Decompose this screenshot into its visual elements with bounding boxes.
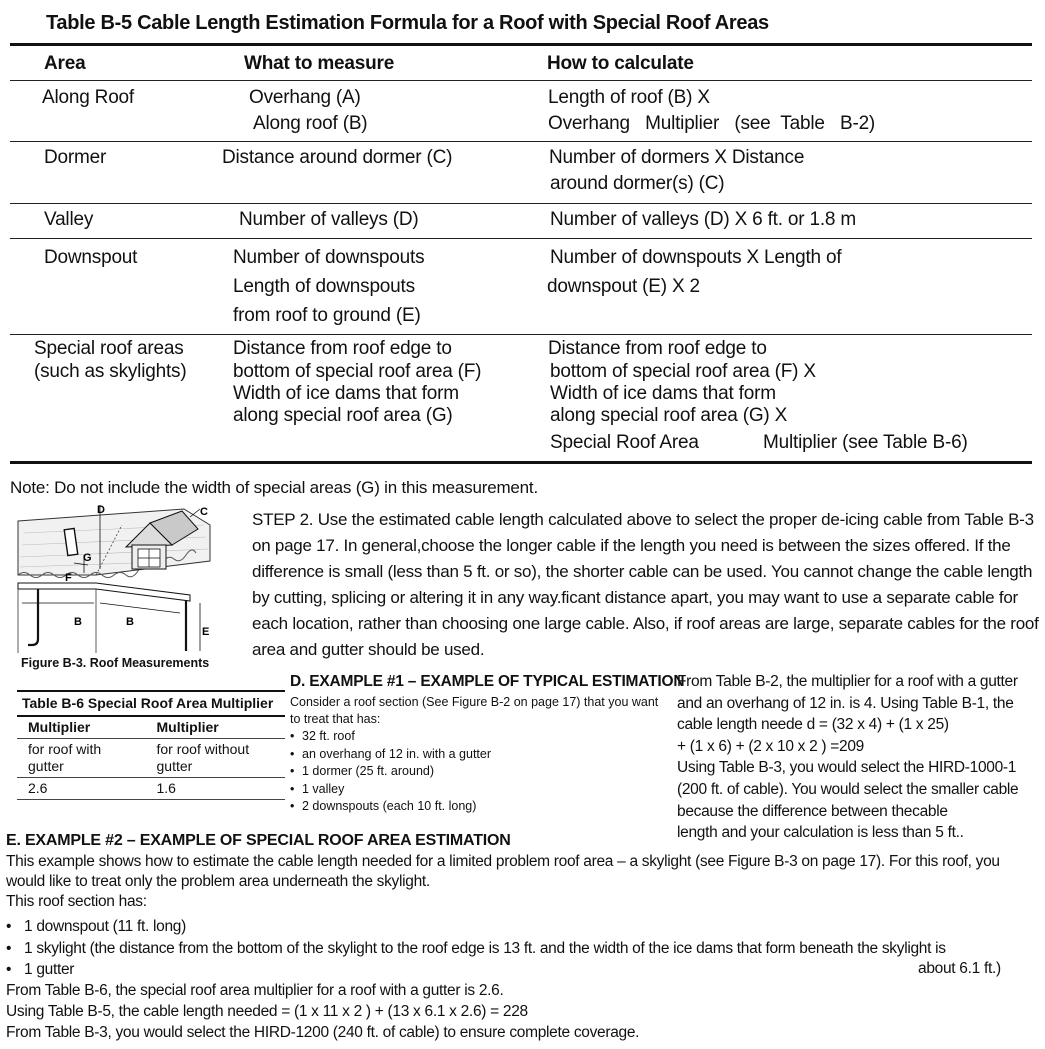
table-b5-cell: Distance around dormer (C) [222, 147, 453, 168]
table-b5-top-rule [10, 43, 1032, 46]
table-b5-cell: Width of ice dams that form [550, 383, 776, 404]
table-b5-bottom-rule [10, 461, 1032, 464]
table-b6-cell [17, 739, 157, 777]
table-b5-cell: around dormer(s) (C) [550, 173, 725, 194]
example1-list [290, 728, 491, 816]
example2-body [6, 852, 1036, 911]
figure-label-b: B [74, 616, 82, 628]
table-b5-row-rule [10, 141, 1032, 142]
table-b5-row-rule [10, 238, 1032, 239]
list-item: • 1 dormer (25 ft. around) [290, 763, 491, 781]
table-b6-cell-line: for roof with [28, 741, 102, 757]
table-b5-cell: Multiplier (see Table B-6) [763, 432, 968, 453]
figure-label-b: B [126, 616, 134, 628]
table-b5-row-rule [10, 334, 1032, 335]
table-b5-cell: Width of ice dams that form [233, 383, 459, 404]
example2-has: This roof section has: [6, 892, 147, 910]
list-item: • 1 downspout (11 ft. long) [6, 916, 1036, 938]
table-b5-cell: Length of roof (B) X [548, 87, 710, 108]
table-b5-cell: from roof to ground (E) [233, 305, 421, 326]
table-b5-cell: Along roof (B) [253, 113, 368, 134]
example2-conclusion [6, 980, 1036, 1043]
list-item: • an overhang of 12 in. with a gutter [290, 746, 491, 764]
table-b6 [17, 690, 285, 800]
table-b5-cell: Distance from roof edge to [548, 338, 767, 359]
table-b5-row-rule [10, 203, 1032, 204]
table-b5-cell: bottom of special roof area (F) [233, 361, 482, 382]
figure-label-c: C [200, 506, 208, 518]
note-text: Note: Do not include the width of special areas (G) in this measurement. [10, 478, 538, 497]
example1-intro: Consider a roof section (See Figure B-2 on page 17) that you want to treat that has: [290, 695, 659, 726]
table-b5-cell: Special Roof Area [550, 432, 699, 453]
example2-line: From Table B-3, you would select the HIRD-1200 (240 ft. of cable) to ensure complete coverage. [6, 1024, 640, 1041]
figure-caption: Figure B-3. Roof Measurements [21, 656, 210, 670]
table-b5-title: Table B-5 Cable Length Estimation Formula for a Roof with Special Roof Areas [46, 12, 769, 34]
list-item: • 1 valley [290, 781, 491, 799]
example1-title: D. EXAMPLE #1 – EXAMPLE OF TYPICAL ESTIMATION [290, 673, 685, 690]
table-b6-header-cell: Multiplier [28, 719, 91, 735]
example2-title: E. EXAMPLE #2 – EXAMPLE OF SPECIAL ROOF AREA ESTIMATION [6, 832, 511, 849]
table-b5-row-valley-area: Valley [44, 209, 94, 230]
example2-item-continuation: about 6.1 ft.) [918, 960, 1001, 977]
table-b6-cell-line: gutter [156, 758, 193, 774]
table-b6-value-without-gutter: 1.6 [156, 780, 176, 796]
list-item: • 1 skylight (the distance from the bottom of the skylight to the roof edge is 13 ft. and the width of the ice dams that form beneath the skylight is [6, 938, 1036, 960]
table-b5-header-calc: How to calculate [547, 53, 694, 74]
table-b5-cell: Number of valleys (D) X 6 ft. or 1.8 m [550, 209, 856, 230]
step2-paragraph: STEP 2. Use the estimated cable length calculated above to select the proper de-icing cable from Table B-3 on page 17. In general,choose the longer cable if the length you need is between the sizes offered. If the difference is small (less than 5 ft. or so), the shorter cable can be used. You cannot change the cable length by cutting, splicing or altering it in any way.ficant distance apart, you may want to use a separate cable for each location, rather than choosing one large cable. Also, if roof areas are large, separate cables for the roof area and gutter should be used. [252, 510, 1039, 659]
table-b6-cell-line: gutter [28, 758, 64, 774]
table-b5-cell: along special roof area (G) X [550, 405, 788, 426]
table-b6-header-row [17, 717, 285, 739]
table-b5-cell: Number of dormers X Distance [549, 147, 805, 168]
table-b6-title: Table B-6 Special Roof Area Multiplier [17, 690, 285, 717]
table-b5-cell: along special roof area (G) [233, 405, 453, 426]
figure-label-e: E [202, 626, 210, 638]
table-b5-header-rule [10, 80, 1032, 81]
table-b6-value-row [17, 778, 285, 800]
example2-line: From Table B-6, the special roof area multiplier for a roof with a gutter is 2.6. [6, 982, 504, 999]
table-b6-value-with-gutter: 2.6 [28, 780, 48, 796]
list-item: • 2 downspouts (each 10 ft. long) [290, 798, 491, 816]
example2-intro: This example shows how to estimate the cable length needed for a limited problem roof area – a skylight (see Figure B-3 on page 17). For this roof, you would like to treat only the problem area underneath the skylight. [6, 853, 1000, 890]
table-b5-cell: downspout (E) X 2 [547, 276, 700, 297]
table-b6-desc-row [17, 739, 285, 778]
table-b5-cell: Overhang (A) [249, 87, 361, 108]
roof-measurements-figure [14, 503, 214, 655]
table-b6-cell [157, 739, 286, 777]
list-item: • 1 gutter [6, 959, 1036, 981]
table-b5-cell: Distance from roof edge to [233, 338, 452, 359]
table-b5-row-downspout-area: Downspout [44, 247, 138, 268]
figure-label-g: G [83, 552, 92, 564]
table-b5-row-along-roof-area: Along Roof [42, 87, 135, 108]
list-item: • 32 ft. roof [290, 728, 491, 746]
table-b5-row-special-area: Special roof areas [34, 338, 184, 359]
example2-list [6, 916, 1036, 981]
table-b6-cell-line: for roof without [156, 741, 250, 757]
table-b6-header-cell: Multiplier [156, 719, 219, 735]
table-b5-header-area: Area [44, 53, 86, 74]
table-b5-row-dormer-area: Dormer [44, 147, 107, 168]
table-b5-cell: bottom of special roof area (F) X [550, 361, 816, 382]
example1-calculation: From Table B-2, the multiplier for a roof with a gutter and an overhang of 12 in. is 4. Using Table B-1, the cable length neede d = (32 x 4) + (1 x 25) + (1 x 6) + (2 x 10 x 2 ) =209 Using Table B-3, you would select the HIRD-1000-1 (200 ft. of cable). You would select the smaller cable because the difference between thecable length and your calculation is less than 5 ft.. [677, 673, 1019, 842]
table-b5-cell: Length of downspouts [233, 276, 415, 297]
table-b5-cell: (such as skylights) [34, 361, 187, 382]
table-b5-header-measure: What to measure [244, 53, 395, 74]
table-b5-cell: Overhang Multiplier (see Table B-2) [548, 113, 876, 134]
table-b5-cell: Number of downspouts [233, 247, 425, 268]
table-b5-cell: Number of downspouts X Length of [550, 247, 842, 268]
table-b5-cell: Number of valleys (D) [239, 209, 419, 230]
figure-label-d: D [97, 504, 105, 516]
figure-label-f: F [65, 572, 72, 584]
example2-line: Using Table B-5, the cable length needed = (1 x 11 x 2 ) + (13 x 6.1 x 2.6) = 228 [6, 1003, 528, 1020]
